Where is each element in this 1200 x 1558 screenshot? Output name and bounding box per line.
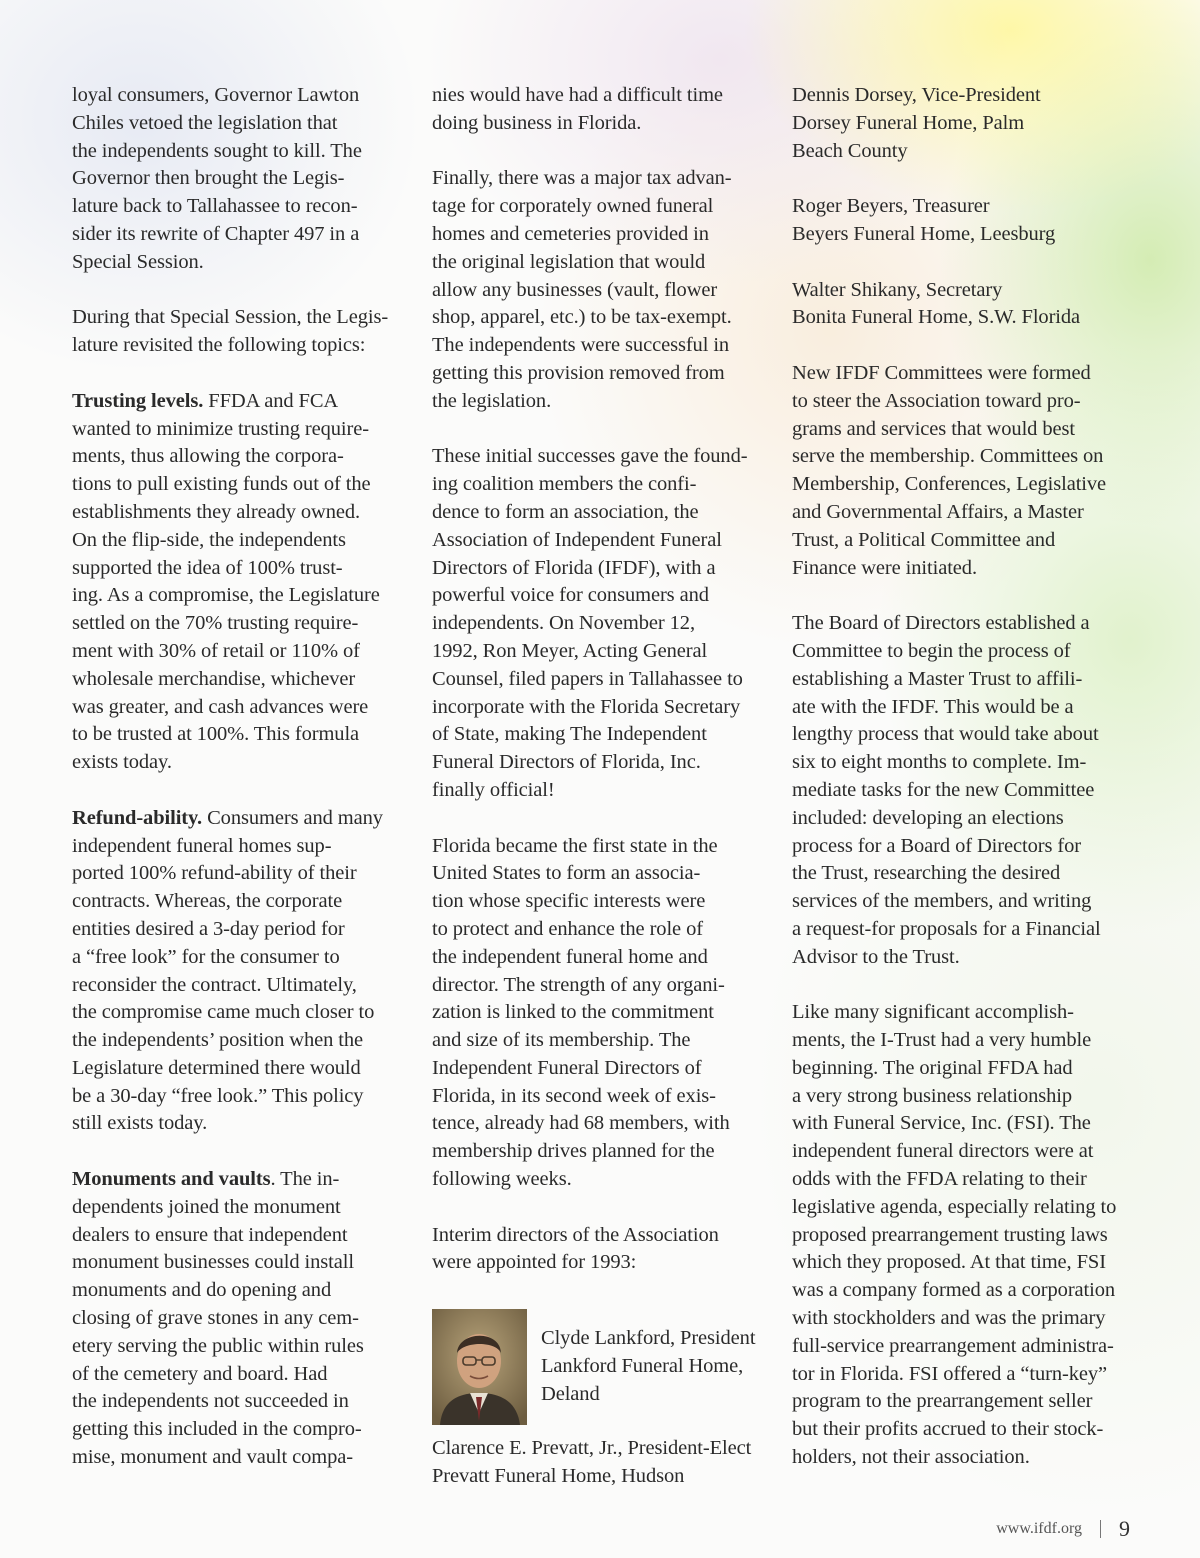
portrait-photo [432,1309,527,1425]
paragraph: Interim directors of the Association were appointed for 1993: [432,1223,719,1274]
paragraph-monuments-and-vaults: Monuments and vaults. The in- dependents joined the monument dealers to ensure that independent monument businesses could install monuments and do opening and closing of grave stones in any cem- etery serving the public within rules of the cemetery and board. Had the independents not succeeded in getting this included in the compro- mise, monument and vault compa- [72,1168,364,1469]
paragraph: nies would have had a difficult time doing business in Florida. [432,84,723,134]
text-column-2 [432,82,774,1518]
paragraph: Roger Beyers, Treasurer Beyers Funeral Home, Leesburg [792,195,1056,245]
paragraph: Finally, there was a major tax advan- tage for corporately owned funeral homes and cemeteries provided in the original legislation that would allow any businesses (vault, flower shop, apparel, etc.) to be tax-exempt. The independents were successful in getting this provision removed from the legislation. [432,167,732,412]
paragraph: During that Special Session, the Legis- lature revisited the following topics: [72,306,389,357]
text-column-3 [792,82,1134,1500]
paragraph: loyal consumers, Governor Lawton Chiles vetoed the legislation that the independents sought to kill. The Governor then brought the Legis- lature back to Tallahassee to recon- sider its rewrite of Chapter 497 in a Special Session. [72,84,362,273]
page-footer [996,1516,1130,1542]
page-number: 9 [1119,1516,1130,1541]
paragraph: The Board of Directors established a Committee to begin the process of establishing a Master Trust to affili- ate with the IFDF. This would be a lengthy process that would take about six to eight months to complete. Im- mediate tasks for the new Committee included: developing an elections process for a Board of Directors for the Trust, researching the desired services of the members, and writing a request-for proposals for a Financial Advisor to the Trust. [792,612,1101,968]
section-heading: Monuments and vaults [72,1168,271,1191]
section-heading: Trusting levels. [72,389,204,412]
paragraph: New IFDF Committees were formed to steer the Association toward pro- grams and services that would best serve the membership. Committees on Membership, Conferences, Legislative and Governmental Affairs, a Master Trust, a Political Committee and Finance were initiated. [792,361,1107,579]
photo-caption: Clyde Lankford, President Lankford Funeral Home, Deland [541,1327,756,1405]
paragraph: Florida became the first state in the United States to form an associa- tion whose specific interests were to protect and enhance the role of the independent funeral home and director. The strength of any organi- zation is linked to the commitment and size of its membership. The Independent Funeral Directors of Florida, in its second week of exis- tence, already had 68 members, with membership drives planned for the following weeks. [432,834,730,1191]
paragraph: Clarence E. Prevatt, Jr., President-Elect Prevatt Funeral Home, Hudson [432,1437,752,1487]
paragraph: These initial successes gave the found- ing coalition members the confi- dence to form an association, the Association of Independent Funeral Directors of Florida (IFDF), with a powerful voice for consumers and independents. On November 12, 1992, Ron Meyer, Acting General Counsel, filed papers in Tallahassee to incorporate with the Florida Secretary of State, making The Independent Funeral Directors of Florida, Inc. finally official! [432,445,748,801]
section-heading: Refund-ability. [72,806,203,829]
website-link[interactable]: www.ifdf.org [996,1520,1082,1537]
paragraph-refund-ability: Refund-ability. Consumers and many independent funeral homes sup- ported 100% refund-ability of their contracts. Whereas, the corporate entities desired a 3-day period for a “free look” for the consumer to reconsider the contract. Ultimately, the compromise came much closer to the independents’ position when the Legislature determined there would be a 30-day “free look.” This policy still exists today. [72,806,383,1135]
paragraph-trusting-levels: Trusting levels. FFDA and FCA wanted to minimize trusting require- ments, thus allowing the corpora- tions to pull existing funds out of the establishments they already owned. On the flip-side, the independents supported the idea of 100% trust- ing. As a compromise, the Legislature settled on the 70% trusting require- ment with 30% of retail or 110% of wholesale merchandise, whichever was greater, and cash advances were to be trusted at 100%. This formula exists today. [72,389,380,774]
text-column-1 [72,82,414,1500]
paragraph: Dennis Dorsey, Vice-President Dorsey Funeral Home, Palm Beach County [792,84,1041,162]
paragraph: Walter Shikany, Secretary Bonita Funeral Home, S.W. Florida [792,278,1081,329]
footer-divider [1100,1520,1101,1538]
paragraph: Like many significant accomplish- ments, the I-Trust had a very humble beginning. The original FFDA had a very strong business relationship with Funeral Service, Inc. (FSI). The independent funeral directors were at odds with the FFDA relating to their legislative agenda, especially relating to proposed prearrangement trusting laws which they proposed. At that time, FSI was a company formed as a corporation with stockholders and was the primary full-service prearrangement administra- tor in Florida. FSI offered a “turn-key” program to the prearrangement seller but their profits accrued to their stock- holders, not their association. [792,1001,1117,1469]
president-photo-block [432,1305,774,1425]
